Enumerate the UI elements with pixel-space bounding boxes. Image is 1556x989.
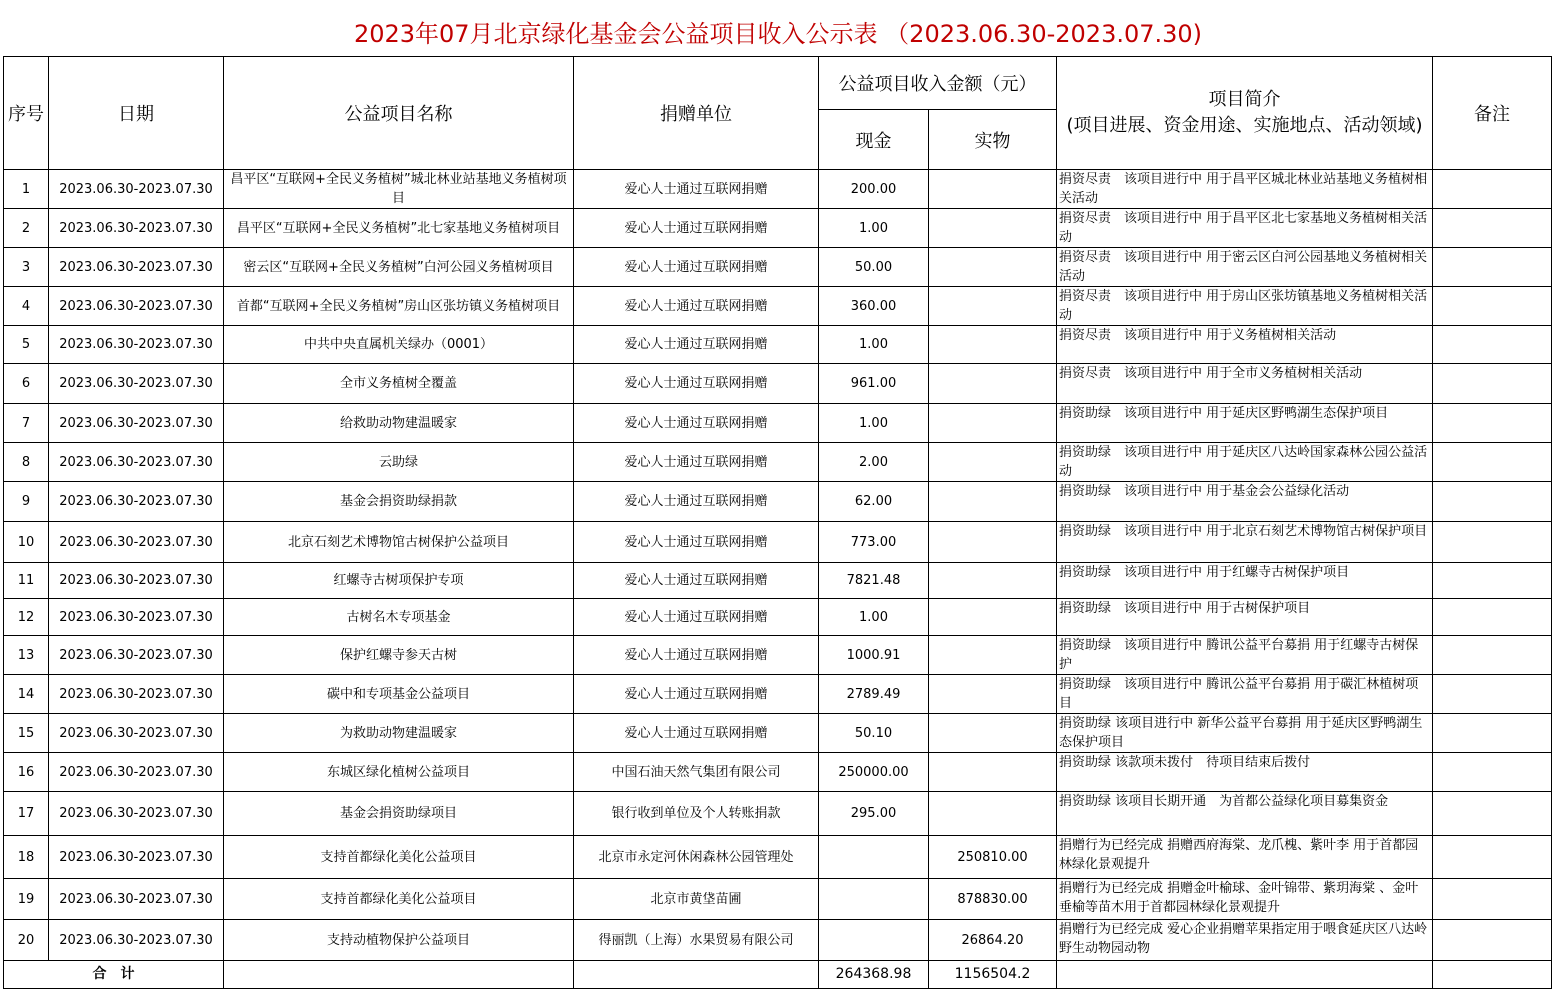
row-description: 捐赠行为已经完成 捐赠金叶榆球、金叶锦带、紫玥海棠 、金叶垂榆等苗木用于首都园林绿化景观提升 xyxy=(1057,879,1433,920)
row-project: 保护红螺寺参天古树 xyxy=(224,636,574,675)
row-cash: 961.00 xyxy=(819,364,929,404)
row-project: 给救助动物建温暖家 xyxy=(224,404,574,443)
row-donor: 爱心人士通过互联网捐赠 xyxy=(574,714,819,753)
row-cash xyxy=(819,879,929,920)
row-cash: 50.10 xyxy=(819,714,929,753)
table-row xyxy=(4,248,1552,287)
table-row xyxy=(4,404,1552,443)
row-remark xyxy=(1433,522,1552,563)
row-goods xyxy=(929,209,1057,248)
table-row xyxy=(4,209,1552,248)
row-date: 2023.06.30-2023.07.30 xyxy=(49,248,224,287)
table-row xyxy=(4,836,1552,879)
row-date: 2023.06.30-2023.07.30 xyxy=(49,714,224,753)
row-goods xyxy=(929,364,1057,404)
row-donor: 爱心人士通过互联网捐赠 xyxy=(574,209,819,248)
row-description: 捐资尽责 该项目进行中 用于房山区张坊镇基地义务植树相关活动 xyxy=(1057,287,1433,326)
header-goods: 实物 xyxy=(929,110,1057,170)
row-goods xyxy=(929,287,1057,326)
row-project: 支持动植物保护公益项目 xyxy=(224,920,574,961)
row-date: 2023.06.30-2023.07.30 xyxy=(49,287,224,326)
table-row xyxy=(4,636,1552,675)
table-row xyxy=(4,675,1552,714)
row-date: 2023.06.30-2023.07.30 xyxy=(49,879,224,920)
row-date: 2023.06.30-2023.07.30 xyxy=(49,443,224,482)
total-goods: 1156504.2 xyxy=(929,961,1057,989)
row-remark xyxy=(1433,443,1552,482)
row-goods xyxy=(929,482,1057,522)
row-seq: 2 xyxy=(4,209,49,248)
row-project: 支持首都绿化美化公益项目 xyxy=(224,836,574,879)
row-project: 基金会捐资助绿捐款 xyxy=(224,482,574,522)
row-description: 捐资助绿 该项目进行中 用于古树保护项目 xyxy=(1057,599,1433,636)
row-project: 昌平区“互联网+全民义务植树”北七家基地义务植树项目 xyxy=(224,209,574,248)
row-remark xyxy=(1433,753,1552,792)
total-empty-donor xyxy=(574,961,819,989)
row-date: 2023.06.30-2023.07.30 xyxy=(49,836,224,879)
row-donor: 爱心人士通过互联网捐赠 xyxy=(574,563,819,599)
row-project: 云助绿 xyxy=(224,443,574,482)
row-description: 捐资助绿 该项目进行中 用于延庆区野鸭湖生态保护项目 xyxy=(1057,404,1433,443)
row-remark xyxy=(1433,920,1552,961)
row-project: 密云区“互联网+全民义务植树”白河公园义务植树项目 xyxy=(224,248,574,287)
row-date: 2023.06.30-2023.07.30 xyxy=(49,753,224,792)
row-seq: 17 xyxy=(4,792,49,836)
row-remark xyxy=(1433,599,1552,636)
header-remark: 备注 xyxy=(1433,57,1552,170)
row-cash: 1000.91 xyxy=(819,636,929,675)
row-remark xyxy=(1433,675,1552,714)
row-cash xyxy=(819,920,929,961)
row-seq: 15 xyxy=(4,714,49,753)
row-donor: 爱心人士通过互联网捐赠 xyxy=(574,326,819,364)
row-remark xyxy=(1433,404,1552,443)
row-description: 捐资助绿 该款项未拨付 待项目结束后拨付 xyxy=(1057,753,1433,792)
row-project: 全市义务植树全覆盖 xyxy=(224,364,574,404)
row-seq: 8 xyxy=(4,443,49,482)
row-donor: 爱心人士通过互联网捐赠 xyxy=(574,170,819,209)
header-intro-sub: (项目进展、资金用途、实施地点、活动领域) xyxy=(1066,115,1423,136)
row-goods: 250810.00 xyxy=(929,836,1057,879)
row-project: 首都“互联网+全民义务植树”房山区张坊镇义务植树项目 xyxy=(224,287,574,326)
header-cash: 现金 xyxy=(819,110,929,170)
table-row xyxy=(4,170,1552,209)
row-description: 捐资助绿 该项目进行中 用于延庆区八达岭国家森林公园公益活动 xyxy=(1057,443,1433,482)
row-description: 捐资助绿 该项目进行中 腾讯公益平台募捐 用于碳汇林植树项目 xyxy=(1057,675,1433,714)
row-project: 中共中央直属机关绿办（0001） xyxy=(224,326,574,364)
table-row xyxy=(4,287,1552,326)
row-date: 2023.06.30-2023.07.30 xyxy=(49,792,224,836)
row-seq: 12 xyxy=(4,599,49,636)
row-goods xyxy=(929,714,1057,753)
total-label: 合 计 xyxy=(4,961,224,989)
row-remark xyxy=(1433,209,1552,248)
row-description: 捐资尽责 该项目进行中 用于昌平区城北林业站基地义务植树相关活动 xyxy=(1057,170,1433,209)
row-cash: 1.00 xyxy=(819,404,929,443)
row-remark xyxy=(1433,714,1552,753)
row-project: 支持首都绿化美化公益项目 xyxy=(224,879,574,920)
row-cash: 62.00 xyxy=(819,482,929,522)
table-row xyxy=(4,522,1552,563)
row-remark xyxy=(1433,792,1552,836)
row-project: 东城区绿化植树公益项目 xyxy=(224,753,574,792)
row-donor: 北京市永定河休闲森林公园管理处 xyxy=(574,836,819,879)
row-remark xyxy=(1433,482,1552,522)
row-date: 2023.06.30-2023.07.30 xyxy=(49,170,224,209)
row-cash xyxy=(819,836,929,879)
header-intro xyxy=(1057,57,1433,170)
row-cash: 200.00 xyxy=(819,170,929,209)
row-donor: 得丽凯（上海）水果贸易有限公司 xyxy=(574,920,819,961)
row-description: 捐资助绿 该项目长期开通 为首都公益绿化项目募集资金 xyxy=(1057,792,1433,836)
row-project: 为救助动物建温暖家 xyxy=(224,714,574,753)
row-seq: 7 xyxy=(4,404,49,443)
row-cash: 1.00 xyxy=(819,599,929,636)
row-seq: 10 xyxy=(4,522,49,563)
row-project: 北京石刻艺术博物馆古树保护公益项目 xyxy=(224,522,574,563)
row-cash: 2789.49 xyxy=(819,675,929,714)
row-cash: 50.00 xyxy=(819,248,929,287)
row-goods xyxy=(929,636,1057,675)
row-remark xyxy=(1433,836,1552,879)
row-seq: 9 xyxy=(4,482,49,522)
table-row xyxy=(4,482,1552,522)
table-row xyxy=(4,879,1552,920)
row-seq: 18 xyxy=(4,836,49,879)
row-cash: 7821.48 xyxy=(819,563,929,599)
header-seq: 序号 xyxy=(4,57,49,170)
table-row xyxy=(4,563,1552,599)
row-date: 2023.06.30-2023.07.30 xyxy=(49,482,224,522)
row-donor: 爱心人士通过互联网捐赠 xyxy=(574,599,819,636)
row-donor: 爱心人士通过互联网捐赠 xyxy=(574,522,819,563)
table-row xyxy=(4,714,1552,753)
row-cash: 360.00 xyxy=(819,287,929,326)
table-row xyxy=(4,326,1552,364)
row-seq: 5 xyxy=(4,326,49,364)
row-cash: 250000.00 xyxy=(819,753,929,792)
row-date: 2023.06.30-2023.07.30 xyxy=(49,364,224,404)
total-empty-remark xyxy=(1433,961,1552,989)
row-goods xyxy=(929,404,1057,443)
row-description: 捐资助绿 该项目进行中 用于红螺寺古树保护项目 xyxy=(1057,563,1433,599)
row-remark xyxy=(1433,248,1552,287)
row-donor: 爱心人士通过互联网捐赠 xyxy=(574,248,819,287)
total-empty-project xyxy=(224,961,574,989)
row-description: 捐资尽责 该项目进行中 用于全市义务植树相关活动 xyxy=(1057,364,1433,404)
row-description: 捐资助绿 该项目进行中 用于北京石刻艺术博物馆古树保护项目 xyxy=(1057,522,1433,563)
table-row xyxy=(4,920,1552,961)
row-donor: 爱心人士通过互联网捐赠 xyxy=(574,636,819,675)
row-seq: 11 xyxy=(4,563,49,599)
row-remark xyxy=(1433,636,1552,675)
row-seq: 20 xyxy=(4,920,49,961)
page-title: 2023年07月北京绿化基金会公益项目收入公示表 （2023.06.30-2023.07.30) xyxy=(353,20,1203,48)
row-seq: 19 xyxy=(4,879,49,920)
row-goods xyxy=(929,522,1057,563)
row-description: 捐资尽责 该项目进行中 用于昌平区北七家基地义务植树相关活动 xyxy=(1057,209,1433,248)
row-project: 基金会捐资助绿项目 xyxy=(224,792,574,836)
row-description: 捐资助绿 该项目进行中 腾讯公益平台募捐 用于红螺寺古树保护 xyxy=(1057,636,1433,675)
row-project: 红螺寺古树项保护专项 xyxy=(224,563,574,599)
row-seq: 13 xyxy=(4,636,49,675)
row-date: 2023.06.30-2023.07.30 xyxy=(49,599,224,636)
row-project: 碳中和专项基金公益项目 xyxy=(224,675,574,714)
row-seq: 1 xyxy=(4,170,49,209)
table-row xyxy=(4,443,1552,482)
row-goods xyxy=(929,563,1057,599)
table-row xyxy=(4,364,1552,404)
row-donor: 爱心人士通过互联网捐赠 xyxy=(574,404,819,443)
row-remark xyxy=(1433,364,1552,404)
row-goods: 26864.20 xyxy=(929,920,1057,961)
row-goods xyxy=(929,326,1057,364)
row-goods: 878830.00 xyxy=(929,879,1057,920)
row-seq: 6 xyxy=(4,364,49,404)
row-project: 昌平区“互联网+全民义务植树”城北林业站基地义务植树项目 xyxy=(224,170,574,209)
row-seq: 14 xyxy=(4,675,49,714)
row-cash: 1.00 xyxy=(819,326,929,364)
row-goods xyxy=(929,248,1057,287)
income-table xyxy=(3,56,1552,989)
row-goods xyxy=(929,443,1057,482)
row-donor: 爱心人士通过互联网捐赠 xyxy=(574,287,819,326)
row-donor: 北京市黄垡苗圃 xyxy=(574,879,819,920)
total-cash: 264368.98 xyxy=(819,961,929,989)
row-goods xyxy=(929,753,1057,792)
row-goods xyxy=(929,170,1057,209)
row-seq: 4 xyxy=(4,287,49,326)
row-date: 2023.06.30-2023.07.30 xyxy=(49,675,224,714)
header-project: 公益项目名称 xyxy=(224,57,574,170)
row-goods xyxy=(929,599,1057,636)
row-cash: 1.00 xyxy=(819,209,929,248)
row-date: 2023.06.30-2023.07.30 xyxy=(49,209,224,248)
table-row xyxy=(4,792,1552,836)
row-donor: 爱心人士通过互联网捐赠 xyxy=(574,443,819,482)
row-seq: 16 xyxy=(4,753,49,792)
total-row xyxy=(4,961,1552,989)
row-description: 捐资尽责 该项目进行中 用于义务植树相关活动 xyxy=(1057,326,1433,364)
header-donor: 捐赠单位 xyxy=(574,57,819,170)
row-donor: 银行收到单位及个人转账捐款 xyxy=(574,792,819,836)
header-amount-group: 公益项目收入金额（元） xyxy=(819,57,1057,110)
table-row xyxy=(4,753,1552,792)
header-date: 日期 xyxy=(49,57,224,170)
total-empty-intro xyxy=(1057,961,1433,989)
row-description: 捐资助绿 该项目进行中 新华公益平台募捐 用于延庆区野鸭湖生态保护项目 xyxy=(1057,714,1433,753)
row-cash: 295.00 xyxy=(819,792,929,836)
row-remark xyxy=(1433,326,1552,364)
row-date: 2023.06.30-2023.07.30 xyxy=(49,522,224,563)
table-body xyxy=(4,170,1552,961)
row-date: 2023.06.30-2023.07.30 xyxy=(49,920,224,961)
row-donor: 爱心人士通过互联网捐赠 xyxy=(574,675,819,714)
row-remark xyxy=(1433,287,1552,326)
row-remark xyxy=(1433,563,1552,599)
row-cash: 773.00 xyxy=(819,522,929,563)
header-intro-title: 项目简介 xyxy=(1208,89,1281,110)
row-project: 古树名木专项基金 xyxy=(224,599,574,636)
row-remark xyxy=(1433,879,1552,920)
row-description: 捐赠行为已经完成 捐赠西府海棠、龙爪槐、紫叶李 用于首都园林绿化景观提升 xyxy=(1057,836,1433,879)
table-row xyxy=(4,599,1552,636)
row-description: 捐资尽责 该项目进行中 用于密云区白河公园基地义务植树相关活动 xyxy=(1057,248,1433,287)
row-description: 捐赠行为已经完成 爱心企业捐赠苹果指定用于喂食延庆区八达岭野生动物园动物 xyxy=(1057,920,1433,961)
row-goods xyxy=(929,675,1057,714)
row-date: 2023.06.30-2023.07.30 xyxy=(49,404,224,443)
row-donor: 中国石油天然气集团有限公司 xyxy=(574,753,819,792)
row-date: 2023.06.30-2023.07.30 xyxy=(49,636,224,675)
row-date: 2023.06.30-2023.07.30 xyxy=(49,326,224,364)
row-goods xyxy=(929,792,1057,836)
row-cash: 2.00 xyxy=(819,443,929,482)
row-description: 捐资助绿 该项目进行中 用于基金会公益绿化活动 xyxy=(1057,482,1433,522)
row-remark xyxy=(1433,170,1552,209)
row-donor: 爱心人士通过互联网捐赠 xyxy=(574,482,819,522)
row-date: 2023.06.30-2023.07.30 xyxy=(49,563,224,599)
row-seq: 3 xyxy=(4,248,49,287)
row-donor: 爱心人士通过互联网捐赠 xyxy=(574,364,819,404)
